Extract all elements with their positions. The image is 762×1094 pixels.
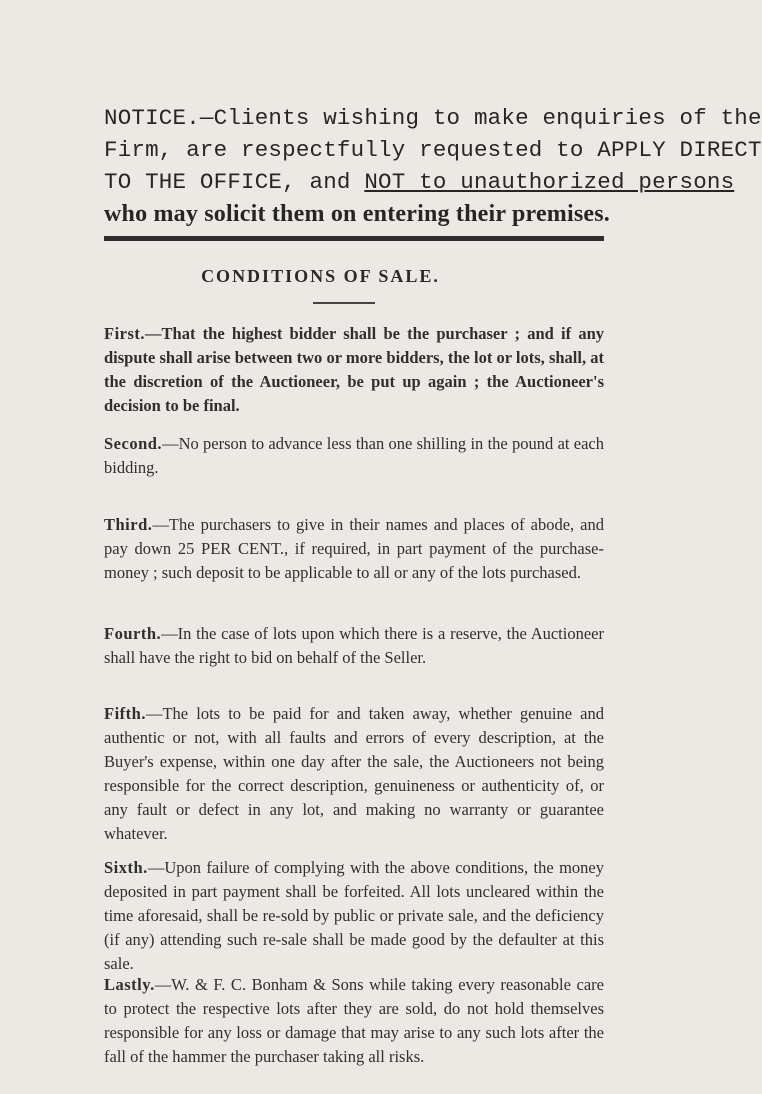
condition-text: —No person to advance less than one shilling in the pound at each bidding. — [104, 434, 604, 477]
notice-block — [104, 102, 762, 230]
condition-lastly — [104, 973, 604, 1069]
notice-line-3-start: TO THE OFFICE, and — [104, 169, 365, 195]
notice-line-3 — [104, 166, 735, 198]
notice-line-1: NOTICE.—Clients wishing to make enquiries of the — [104, 105, 762, 131]
condition-lead: Second. — [104, 434, 163, 453]
notice-divider — [104, 236, 604, 241]
notice-line-4: who may solicit them on entering their premises. — [104, 201, 610, 227]
condition-lead: Sixth. — [104, 858, 148, 877]
conditions-heading: CONDITIONS OF SALE. — [201, 266, 440, 286]
condition-third — [104, 513, 604, 585]
condition-text: —The purchasers to give in their names and places of abode, and pay down 25 PER CENT., if required, in part payment of the purchase-money ; such deposit to be applicable to all or any of the lots purchased. — [104, 515, 604, 582]
condition-lead: First. — [104, 324, 146, 343]
condition-text: —W. & F. C. Bonham & Sons while taking every reasonable care to protect the respective lots after they are sold, do not hold themselves responsible for any loss or damage that may arise to any such lots after the fall of the hammer the purchaser taking all risks. — [104, 975, 604, 1066]
condition-first — [104, 322, 604, 418]
condition-text: —In the case of lots upon which there is a reserve, the Auctioneer shall have the right to bid on behalf of the Seller. — [104, 624, 604, 667]
condition-lead: Lastly. — [104, 975, 155, 994]
condition-fourth — [104, 622, 604, 670]
condition-sixth — [104, 856, 604, 976]
notice-underlined-text: NOT to unauthorized persons — [364, 169, 735, 195]
condition-fifth — [104, 702, 604, 846]
condition-text: —That the highest bidder shall be the purchaser ; and if any dispute shall arise between two or more bidders, the lot or lots, shall, at the discretion of the Auctioneer, be put up again ; the Auctioneer's decision to be final. — [104, 324, 604, 415]
condition-lead: Fifth. — [104, 704, 146, 723]
condition-lead: Third. — [104, 515, 153, 534]
notice-line-2: Firm, are respectfully requested to APPLY DIRECT — [104, 137, 762, 163]
condition-second — [104, 432, 604, 480]
condition-lead: Fourth. — [104, 624, 162, 643]
condition-text: —Upon failure of complying with the above conditions, the money deposited in part payment shall be forfeited. All lots uncleared within the time aforesaid, shall be re-sold by public or private sale, and the deficiency (if any) attending such re-sale shall be made good by the defaulter at this sale. — [104, 858, 604, 973]
condition-text: —The lots to be paid for and taken away, whether genuine and authentic or not, with all faults and errors of every description, at the Buyer's expense, within one day after the sale, the Auctioneers not being responsible for the correct description, genuineness or authenticity of, or any fault or defect in any lot, and making no warranty or guarantee whatever. — [104, 704, 604, 843]
heading-underline — [313, 302, 375, 304]
